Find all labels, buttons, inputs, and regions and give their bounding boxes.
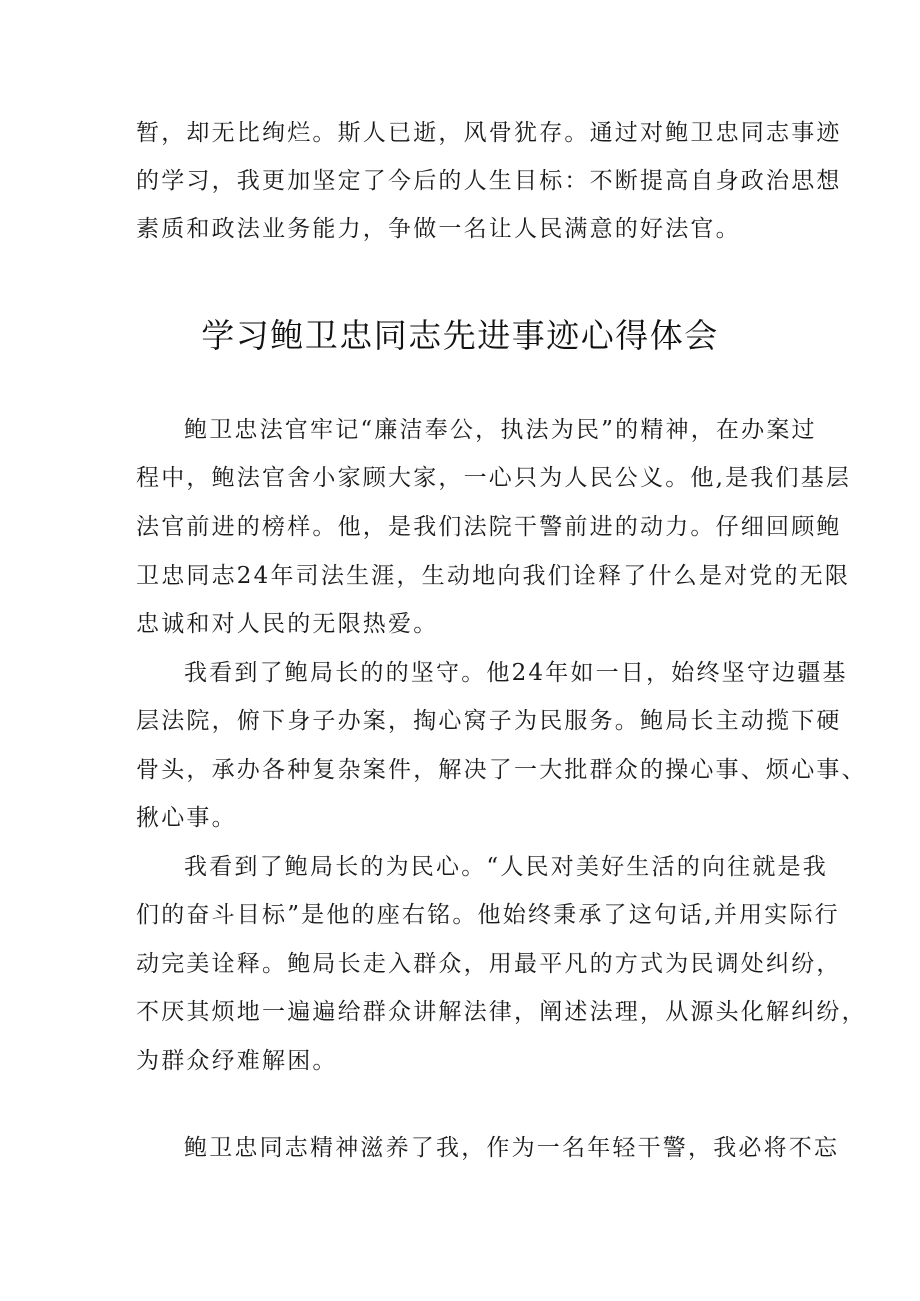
paragraph-line: 程中，鲍法官舍小家顾大家，一心只为人民公义。他,是我们基层 (136, 465, 852, 491)
paragraph-line: 动完美诠释。鲍局长走入群众，用最平凡的方式为民调处纠纷， (136, 951, 842, 977)
paragraph-line: 为群众纾难解困。 (136, 1048, 338, 1074)
paragraph-line: 卫忠同志24年司法生涯，生动地向我们诠释了什么是对党的无限 (136, 563, 851, 589)
paragraph-line: 鲍卫忠法官牢记“廉洁奉公，执法为民”的精神，在办案过 (184, 417, 817, 443)
paragraph-line: 揪心事。 (136, 805, 237, 831)
paragraph-line: 鲍卫忠同志精神滋养了我，作为一名年轻干警，我必将不忘 (184, 1135, 840, 1161)
paragraph-line: 忠诚和对人民的无限热爱。 (136, 611, 439, 637)
paragraph-line: 法官前进的榜样。他，是我们法院干警前进的动力。仔细回顾鲍 (136, 514, 842, 540)
paragraph-line: 不厌其烦地一遍遍给群众讲解法律，阐述法理，从源头化解纠纷， (136, 999, 867, 1025)
carryover-line: 素质和政法业务能力，争做一名让人民满意的好法官。 (136, 216, 741, 242)
carryover-line: 暂，却无比绚烂。斯人已逝，风骨犹存。通过对鲍卫忠同志事迹 (136, 120, 842, 146)
paragraph-line: 我看到了鲍局长的为民心。“人民对美好生活的向往就是我 (184, 854, 828, 880)
carryover-line: 的学习，我更加坚定了今后的人生目标：不断提高自身政治思想 (136, 168, 842, 194)
paragraph-line: 层法院，俯下身子办案，掏心窝子为民服务。鲍局长主动揽下硬 (136, 708, 842, 734)
paragraph-line: 们的奋斗目标”是他的座右铭。他始终秉承了这句话,并用实际行 (136, 902, 840, 928)
paragraph-line: 我看到了鲍局长的的坚守。他24年如一日，始终坚守边疆基 (184, 660, 848, 686)
paragraph-line: 骨头，承办各种复杂案件，解决了一大批群众的操心事、烦心事、 (136, 757, 867, 783)
document-title: 学习鲍卫忠同志先进事迹心得体会 (201, 316, 719, 355)
